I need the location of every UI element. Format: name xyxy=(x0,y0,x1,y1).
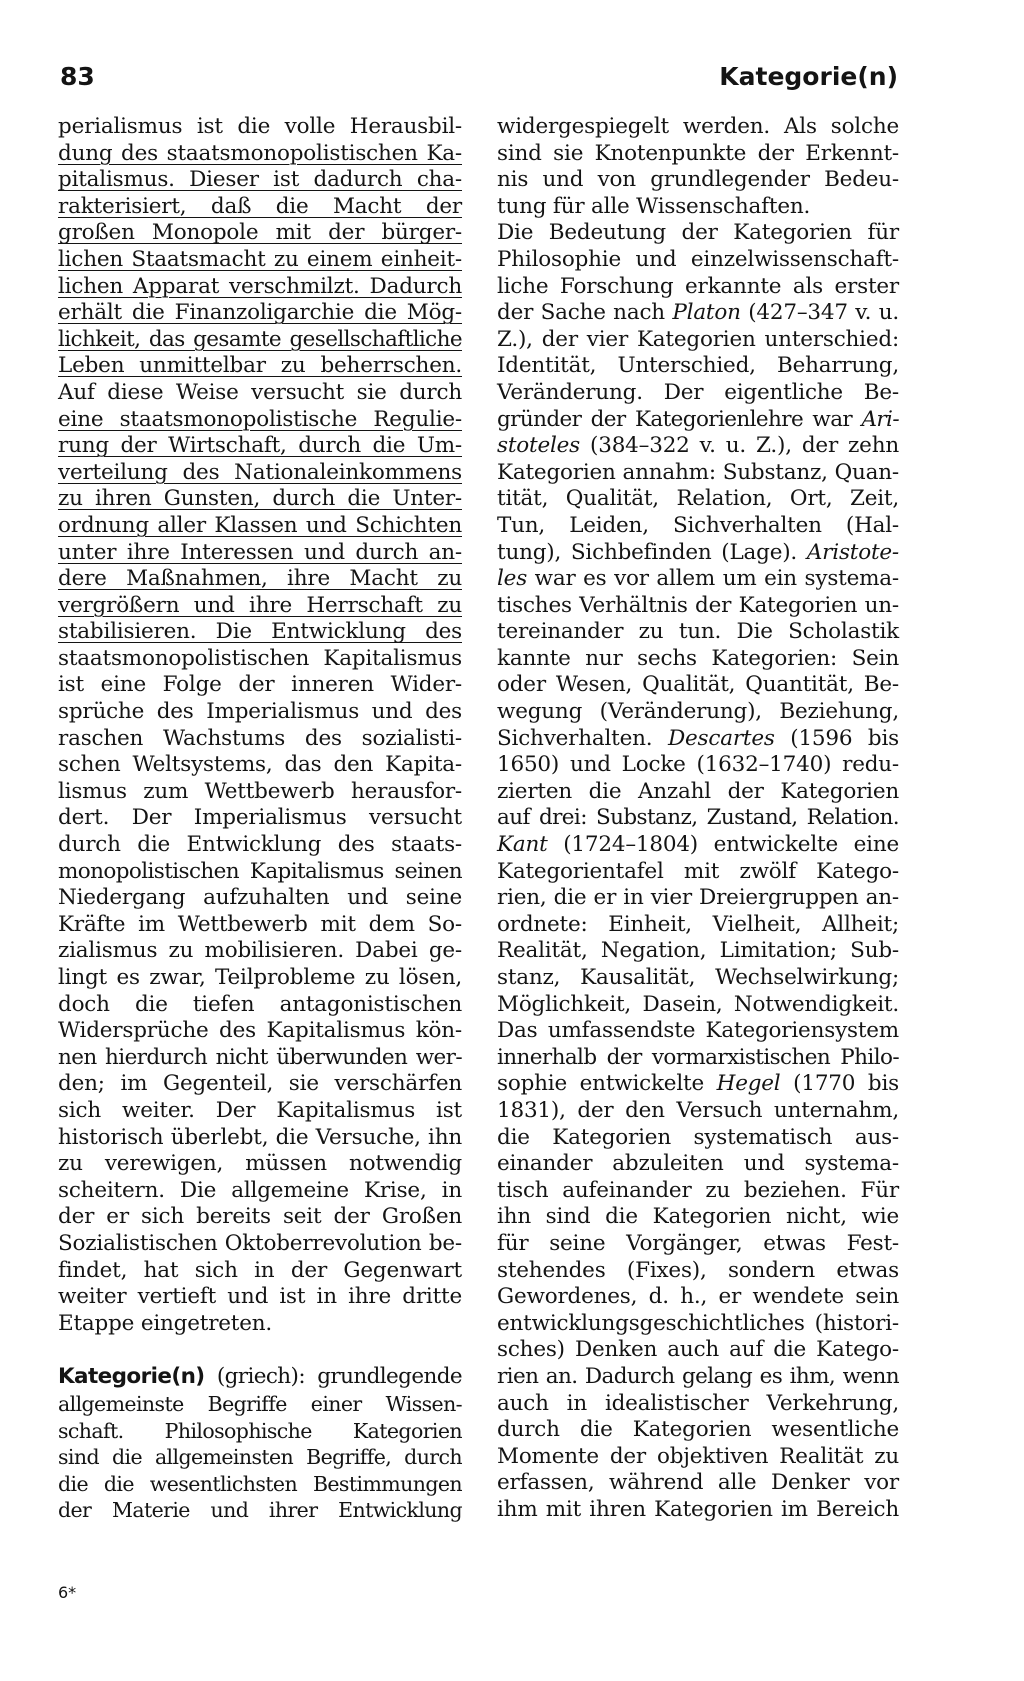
text-line xyxy=(497,1071,899,1098)
text-line: sich weiter. Der Kapitalismus ist xyxy=(58,1097,462,1123)
text-line: dert. Der Imperialismus versucht xyxy=(58,805,462,831)
text-line: nis und von grundlegender Bedeu- xyxy=(497,167,899,193)
text-line: ihm mit ihren Kategorien im Bereich xyxy=(497,1496,899,1522)
text-line: 1831), der den Versuch unternahm, xyxy=(497,1097,899,1123)
text-line: Momente der objektiven Realität zu xyxy=(497,1443,899,1469)
text-line: schen Weltsystems, das den Kapita- xyxy=(58,752,462,778)
text-line: vergrößern und ihre Herrschaft zu xyxy=(58,592,462,618)
text-line: zierten die Anzahl der Kategorien xyxy=(497,778,899,804)
text-line: wegung (Veränderung), Beziehung, xyxy=(497,699,899,725)
paragraph-bedeutung xyxy=(497,220,899,1523)
text-line: Niedergang aufzuhalten und seine xyxy=(58,885,462,911)
text-line: sind sie Knotenpunkte der Erkennt- xyxy=(497,140,899,166)
text-line: innerhalb der vormarxistischen Philo- xyxy=(497,1044,899,1070)
text-line: verteilung des Nationaleinkommens xyxy=(58,459,462,485)
text-line: lismus zum Wettbewerb herausfor- xyxy=(58,778,462,804)
text-line: einander abzuleiten und systema- xyxy=(497,1151,899,1177)
text-line: ordnete: Einheit, Vielheit, Allheit; xyxy=(497,911,899,937)
text-line: rung der Wirtschaft, durch die Um- xyxy=(58,433,462,459)
text-line: rien, die er in vier Dreiergruppen an- xyxy=(497,885,899,911)
text-line: Z.), der vier Kategorien unterschied: xyxy=(497,326,899,352)
text-segment: (427–347 v. u. xyxy=(740,300,899,326)
entry-kategorien xyxy=(58,1364,462,1524)
name-hegel: Hegel xyxy=(716,1071,781,1097)
text-line: für seine Vorgänger, etwas Fest- xyxy=(497,1230,899,1256)
text-line: Philosophie und einzelwissenschaft- xyxy=(497,246,899,272)
entry-headword: Kategorie(n) xyxy=(58,1364,205,1390)
text-line: zialismus zu mobilisieren. Dabei ge- xyxy=(58,938,462,964)
text-line: rakterisiert, daß die Macht der xyxy=(58,193,462,219)
text-line: 1650) und Locke (1632–1740) redu- xyxy=(497,752,899,778)
text-line: Kategorien annahm: Substanz, Quan- xyxy=(497,459,899,485)
text-line: lichen Staatsmacht zu einem einheit- xyxy=(58,246,462,272)
right-column xyxy=(497,114,899,1523)
text-line: historisch überlebt, die Versuche, ihn xyxy=(58,1124,462,1150)
text-line: Identität, Unterschied, Beharrung, xyxy=(497,353,899,379)
text-line: schaft. Philosophische Kategorien xyxy=(58,1418,462,1443)
text-line: sches) Denken auch auf die Katego- xyxy=(497,1337,899,1363)
text-segment: war es vor allem um ein systema- xyxy=(527,566,899,592)
text-line xyxy=(497,407,899,434)
text-line: lichkeit, das gesamte gesellschaftliche xyxy=(58,326,462,352)
text-line: zu ihren Gunsten, durch die Unter- xyxy=(58,486,462,512)
name-aristoteles: les xyxy=(497,566,528,592)
text-line: großen Monopole mit der bürger- xyxy=(58,220,462,246)
page-number: 83 xyxy=(60,62,95,91)
name-kant: Kant xyxy=(497,832,548,858)
text-line: durch die Entwicklung des staats- xyxy=(58,832,462,858)
name-descartes: Descartes xyxy=(667,725,775,751)
text-line: Auf diese Weise versucht sie durch xyxy=(58,379,462,405)
text-line: sprüche des Imperialismus und des xyxy=(58,699,462,725)
text-line: tisch aufeinander zu beziehen. Für xyxy=(497,1177,899,1203)
text-line: zu verewigen, müssen notwendig xyxy=(58,1151,462,1177)
text-line: der er sich bereits seit der Großen xyxy=(58,1204,462,1230)
text-segment: (1724–1804) entwickelte eine xyxy=(547,832,899,858)
text-line: erhält die Finanzoligarchie die Mög- xyxy=(58,300,462,326)
text-line: rien an. Dadurch gelang es ihm, wenn xyxy=(497,1363,899,1389)
left-column xyxy=(58,114,462,1524)
text-line: dere Maßnahmen, ihre Macht zu xyxy=(58,566,462,592)
text-line: Veränderung. Der eigentliche Be- xyxy=(497,379,899,405)
text-line: staatsmonopolistischen Kapitalismus xyxy=(58,645,462,671)
text-line: die Kategorien systematisch aus- xyxy=(497,1124,899,1150)
text-line xyxy=(497,540,899,567)
text-line: liche Forschung erkannte als erster xyxy=(497,273,899,299)
text-line: Die Bedeutung der Kategorien für xyxy=(497,220,899,246)
text-line: Möglichkeit, Dasein, Notwendigkeit. xyxy=(497,991,899,1017)
text-line: sind die allgemeinsten Begriffe, durch xyxy=(58,1445,462,1470)
text-line: oder Wesen, Qualität, Quantität, Be- xyxy=(497,672,899,698)
text-line: stabilisieren. Die Entwicklung des xyxy=(58,619,462,645)
text-line: Etappe eingetreten. xyxy=(58,1310,273,1336)
text-line: doch die tiefen antagonistischen xyxy=(58,991,462,1017)
paragraph-widergespiegelt xyxy=(497,114,899,220)
text-segment: Sichverhalten. xyxy=(497,725,668,751)
text-line: nen hierdurch nicht überwunden wer- xyxy=(58,1044,462,1070)
text-line: tität, Qualität, Relation, Ort, Zeit, xyxy=(497,486,899,512)
running-head: Kategorie(n) xyxy=(719,62,898,91)
text-line xyxy=(497,566,899,593)
text-line: auf drei: Substanz, Zustand, Relation. xyxy=(497,805,899,831)
text-line: Widersprüche des Kapitalismus kön- xyxy=(58,1018,462,1044)
text-line: erfassen, während alle Denker vor xyxy=(497,1470,899,1496)
text-line: scheitern. Die allgemeine Krise, in xyxy=(58,1177,462,1203)
text-line xyxy=(497,726,899,753)
text-line: Realität, Negation, Limitation; Sub- xyxy=(497,938,899,964)
text-line: raschen Wachstums des sozialisti- xyxy=(58,725,462,751)
text-line: Kategorientafel mit zwölf Katego- xyxy=(497,858,899,884)
text-line xyxy=(497,433,899,460)
text-line: pitalismus. Dieser ist dadurch cha- xyxy=(58,167,462,193)
text-line: Das umfassendste Kategoriensystem xyxy=(497,1018,899,1044)
text-line: Sozialistischen Oktoberrevolution be- xyxy=(58,1230,462,1256)
text-line: durch die Kategorien wesentliche xyxy=(497,1417,899,1443)
text-line: eine staatsmonopolistische Regulie- xyxy=(58,406,462,432)
text-line: dung des staatsmonopolistischen Ka- xyxy=(58,140,462,166)
text-segment: (1770 bis xyxy=(780,1071,899,1097)
text-line: tung für alle Wissenschaften. xyxy=(497,193,811,219)
text-line: Leben unmittelbar zu beherrschen. xyxy=(58,353,462,379)
text-line: tisches Verhältnis der Kategorien un- xyxy=(497,592,899,618)
text-line xyxy=(497,832,899,859)
text-line: allgemeinste Begriffe einer Wissen- xyxy=(58,1391,462,1416)
text-line: Tun, Leiden, Sichverhalten (Hal- xyxy=(497,512,899,538)
text-line: die die wesentlichsten Bestimmungen xyxy=(58,1471,462,1496)
entry-first-line: (griech): grundlegende xyxy=(204,1364,462,1390)
name-aristoteles: Ari- xyxy=(861,406,899,432)
text-line: den; im Gegenteil, sie verschärfen xyxy=(58,1071,462,1097)
text-line: perialismus ist die volle Herausbil- xyxy=(58,114,462,139)
text-line: unter ihre Interessen und durch an- xyxy=(58,539,462,565)
text-line: weiter vertieft und ist in ihre dritte xyxy=(58,1284,462,1310)
text-line: ihn sind die Kategorien nicht, wie xyxy=(497,1204,899,1230)
text-line: lichen Apparat verschmilzt. Dadurch xyxy=(58,273,462,299)
name-aristoteles: Aristote- xyxy=(806,539,899,565)
text-line: ist eine Folge der inneren Wider- xyxy=(58,672,462,698)
text-line: findet, hat sich in der Gegenwart xyxy=(58,1257,462,1283)
text-line: tereinander zu tun. Die Scholastik xyxy=(497,619,899,645)
text-line: entwicklungsgeschichtliches (histori- xyxy=(497,1310,899,1336)
text-line: lingt es zwar, Teilprobleme zu lösen, xyxy=(58,965,462,990)
name-platon: Platon xyxy=(672,300,741,326)
text-line: ordnung aller Klassen und Schichten xyxy=(58,512,462,538)
text-line xyxy=(497,300,899,327)
text-segment: sophie entwickelte xyxy=(497,1071,717,1097)
text-segment: tung), Sichbefinden (Lage). xyxy=(497,539,807,565)
text-line: widergespiegelt werden. Als solche xyxy=(497,114,899,139)
text-line: stehendes (Fixes), sondern etwas xyxy=(497,1257,899,1283)
text-line: monopolistischen Kapitalismus seinen xyxy=(58,858,462,884)
paragraph-imperialismus xyxy=(58,114,462,1337)
text-line: Gewordenes, d. h., er wendete sein xyxy=(497,1284,899,1310)
signature-mark: 6* xyxy=(58,1583,77,1602)
text-segment: (1596 bis xyxy=(774,725,899,751)
text-segment: (384–322 v. u. Z.), der zehn xyxy=(580,433,899,459)
text-line: stanz, Kausalität, Wechselwirkung; xyxy=(497,965,899,990)
text-line: auch in idealistischer Verkehrung, xyxy=(497,1390,899,1416)
text-segment: der Sache nach xyxy=(497,300,673,326)
text-line: der Materie und ihrer Entwicklung xyxy=(58,1498,462,1523)
text-segment: gründer der Kategorienlehre war xyxy=(497,406,862,432)
text-line: Kräfte im Wettbewerb mit dem So- xyxy=(58,911,462,937)
text-line: kannte nur sechs Kategorien: Sein xyxy=(497,645,899,671)
name-aristoteles: stoteles xyxy=(497,433,581,459)
